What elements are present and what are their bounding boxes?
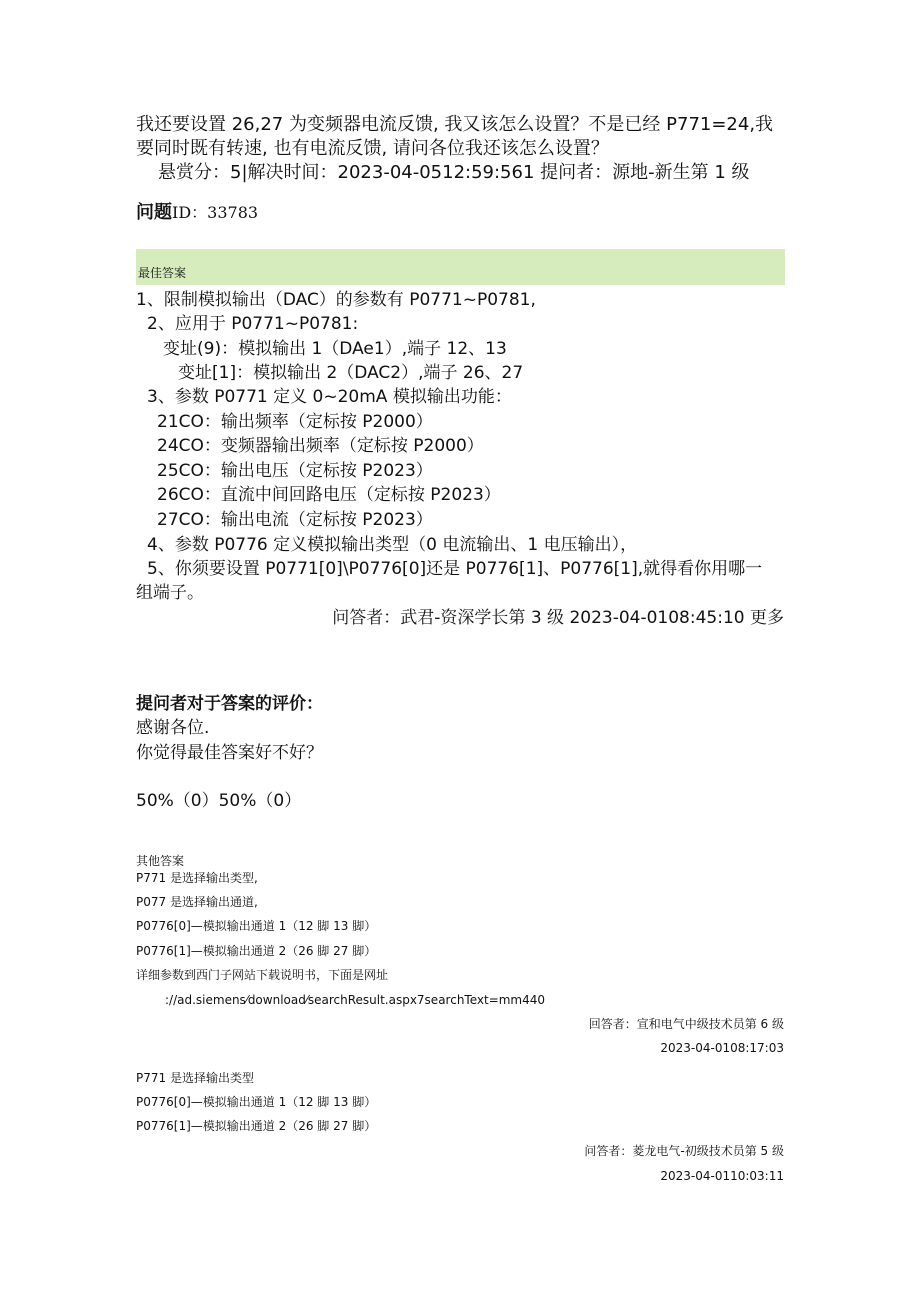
best-answer-line: 27CO：输出电流（定标按 P2023）	[157, 510, 433, 530]
best-answer-line: 21CO：输出频率（定标按 P2000）	[157, 412, 433, 432]
question-id-label: 问题	[136, 202, 172, 223]
evaluation-votes[interactable]: 50%（0）50%（0）	[136, 791, 302, 811]
evaluation-heading: 提问者对于答案的评价：	[136, 694, 323, 714]
other-answer-1-time: 2023-04-0108:17:03	[660, 1041, 784, 1055]
best-answer-line: 25CO：输出电压（定标按 P2023）	[157, 461, 433, 481]
best-answer-line: 变址(9)：模拟输出 1（DAe1）,端子 12、13	[163, 339, 507, 359]
question-line-2: 要同时既有转速, 也有电流反馈, 请问各位我还该怎么设置？	[136, 138, 609, 159]
best-answer-line: 变址[1]：模拟输出 2（DAC2）,端子 26、27	[178, 363, 524, 383]
other-answer-2-line: P0776[0]—模拟输出通道 1（12 脚 13 脚）	[136, 1095, 377, 1109]
other-answer-1-line: P0776[1]—模拟输出通道 2（26 脚 27 脚）	[136, 944, 377, 958]
evaluation-comment: 感谢各位.	[136, 718, 210, 738]
other-answer-2-time: 2023-04-0110:03:11	[660, 1169, 784, 1183]
other-answer-1-answerer: 回答者：宣和电气中级技术员第 6 级	[588, 1017, 784, 1031]
other-answer-2-answerer: 问答者：菱龙电气-初级技术员第 5 级	[584, 1144, 784, 1158]
other-answer-2-line: P771 是选择输出类型	[136, 1071, 254, 1085]
other-answers-header: 其他答案	[136, 854, 185, 868]
answerer-text: 问答者：武君-资深学长第 3 级 2023-04-0108:45:10 更多	[332, 608, 784, 628]
evaluation-prompt: 你觉得最佳答案好不好？	[136, 743, 323, 763]
best-answer-header-bar	[136, 249, 785, 285]
other-answer-1-line: 详细参数到西门子网站下载说明书，下面是网址	[136, 968, 389, 982]
other-answer-1-line: P077 是选择输出通道,	[136, 895, 258, 909]
best-answer-line: 1、限制模拟输出（DAC）的参数有 P0771~P0781,	[136, 290, 536, 310]
other-answer-1-line: P771 是选择输出类型,	[136, 871, 258, 885]
question-meta: 悬赏分：5|解决时间：2023-04-0512:59:561 提问者：源地-新生第 1 级	[158, 162, 750, 183]
best-answer-line: 3、参数 P0771 定义 0~20mA 模拟输出功能：	[147, 387, 512, 407]
question-line-1: 我还要设置 26,27 为变频器电流反馈, 我又该怎么设置？不是已经 P771=24,我	[136, 114, 774, 135]
other-answer-2-line: P0776[1]—模拟输出通道 2（26 脚 27 脚）	[136, 1119, 377, 1133]
best-answer-line: 26CO：直流中间回路电压（定标按 P2023）	[157, 485, 501, 505]
question-id	[136, 201, 258, 225]
question-id-value: ID：33783	[172, 203, 259, 222]
other-answer-1-url[interactable]: ://ad.siemens⁄download⁄searchResult.aspx7searchText=mm440	[165, 993, 546, 1007]
best-answer-answerer	[332, 606, 784, 630]
best-answer-line: 5、你须要设置 P0771[0]\P0776[0]还是 P0776[1]、P0776[1],就得看你用哪一	[147, 559, 763, 579]
best-answer-line: 2、应用于 P0771~P0781:	[147, 314, 359, 334]
other-answer-1-line: P0776[0]—模拟输出通道 1（12 脚 13 脚）	[136, 919, 377, 933]
best-answer-line: 4、参数 P0776 定义模拟输出类型（0 电流输出、1 电压输出），	[147, 535, 638, 555]
best-answer-line: 24CO：变频器输出频率（定标按 P2000）	[157, 436, 484, 456]
best-answer-header: 最佳答案	[138, 266, 187, 280]
best-answer-line: 组端子。	[136, 583, 204, 603]
